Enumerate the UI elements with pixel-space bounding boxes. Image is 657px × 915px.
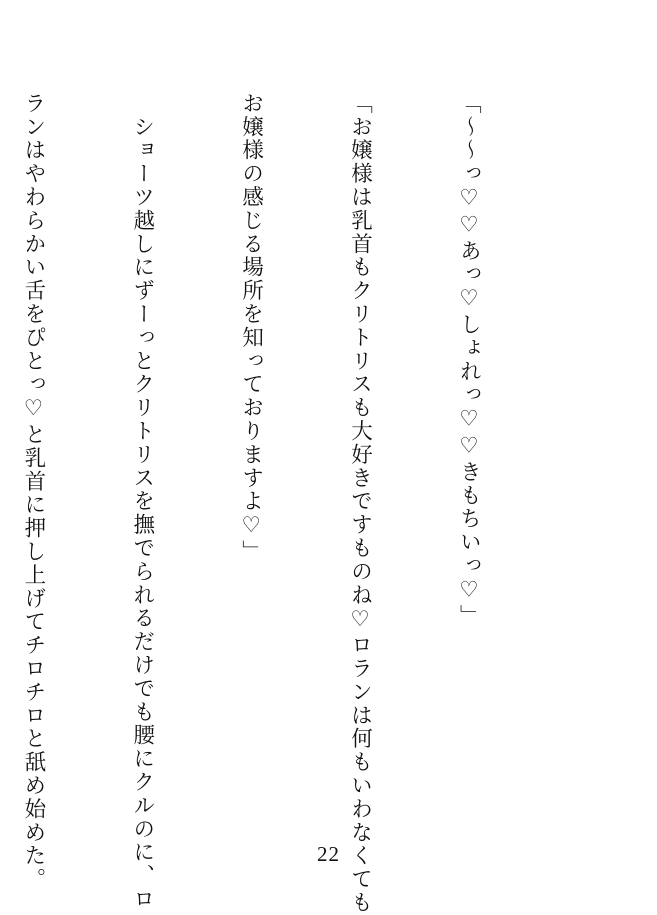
page-number: 22 [317,842,340,866]
text-line: ショーツ越しにずーっとクリトリスを撫でられるだけでも腰にクルのに、ロ [129,92,155,911]
text-line: 「お嬢様は乳首もクリトリスも大好きですものね♡ロランは何もいわなくても [347,92,373,915]
text-line: 「～～っ♡♡あっ♡しょれっ♡♡きもちいっ♡」 [456,92,482,628]
text-line: お嬢様の感じる場所を知っておりますよ♡」 [238,92,264,564]
text-line: ランはやわらかい舌をぴとっ♡と乳首に押し上げてチロチロと舐め始めた。 [20,92,46,892]
